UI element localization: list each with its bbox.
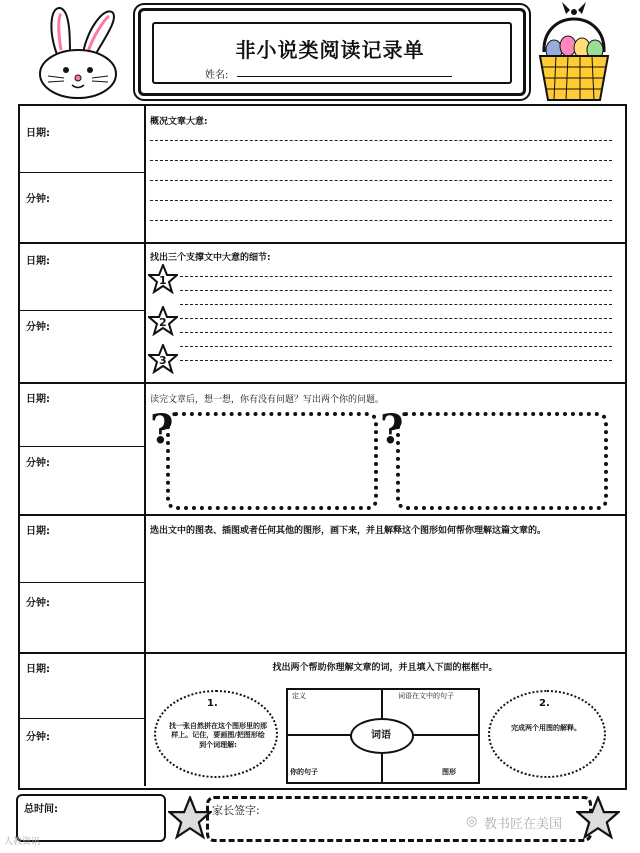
watermark-left: 人教资讯 [4,837,41,847]
row-divider [18,718,144,719]
star-icon [576,796,620,840]
star-number: 1 [159,274,167,287]
writing-line[interactable] [150,160,612,161]
writing-line[interactable] [180,276,612,277]
minutes-label: 分钟: [26,598,50,609]
total-time-label: 总时间: [24,804,58,815]
section5-prompt: 找出两个帮助你理解文章的词，并且填入下面的框框中。 [272,663,498,673]
word-oval-2-number: 2. [539,698,550,709]
question-box-1[interactable] [166,412,378,510]
section2-prompt: 找出三个支撑文中大意的细节: [150,253,271,263]
bunny-illustration [28,2,128,102]
section-divider [18,514,625,516]
date-label: 日期: [26,394,50,405]
name-input-line[interactable] [237,76,452,77]
question-box-2[interactable] [396,412,608,510]
section-divider [18,382,625,384]
minutes-label: 分钟: [26,732,50,743]
writing-line[interactable] [150,200,612,201]
word-oval-1-text: 找一张自然拼在这个图形里的那样上。记住，要画图/把图形绘到个词理解: [169,722,267,749]
question-mark-icon: ? [150,406,174,453]
date-label: 日期: [26,256,50,267]
date-label: 日期: [26,128,50,139]
minutes-label: 分钟: [26,194,50,205]
minutes-label: 分钟: [26,458,50,469]
parent-signature-label: 家长签字: [212,804,260,817]
frayer-your-sentence-label: 你的句子 [290,768,318,776]
writing-line[interactable] [180,318,612,319]
row-divider [18,582,144,583]
minutes-label: 分钟: [26,322,50,333]
section-divider [18,242,625,244]
row-divider [18,310,144,311]
writing-line[interactable] [150,180,612,181]
page-title: 非小说类阅读记录单 [235,38,425,62]
writing-line[interactable] [150,220,612,221]
writing-line[interactable] [180,290,612,291]
section-divider [18,652,625,654]
wechat-icon: ◎ [466,814,478,829]
date-label: 日期: [26,526,50,537]
word-oval-1-number: 1. [207,698,218,709]
writing-line[interactable] [180,332,612,333]
name-label: 姓名: [205,70,229,81]
frayer-definition-label: 定义 [292,692,306,700]
column-divider [144,104,146,786]
section3-prompt: 读完文章后，想一想，你有没有问题？写出两个你的问题。 [150,395,385,405]
frayer-sentence-in-text-label: 词语在文中的句子 [398,692,454,700]
watermark: 教书匠在美国 [484,817,563,832]
section4-prompt: 选出文中的图表、插图或者任何其他的图形，画下来，并且解释这个图形如何帮你理解这篇文章的。 [150,526,547,536]
frayer-picture-label: 图形 [442,768,456,776]
row-divider [18,446,144,447]
date-label: 日期: [26,664,50,675]
frayer-center-word: 词语 [371,730,391,741]
writing-line[interactable] [180,360,612,361]
writing-line[interactable] [180,346,612,347]
word-oval-2-text: 完成两个用图的解释。 [511,724,581,732]
star-number: 2 [159,316,167,329]
drawing-area[interactable] [150,560,615,646]
row-divider [18,172,144,173]
writing-line[interactable] [180,304,612,305]
section1-prompt: 概况文章大意: [150,117,208,127]
question-mark-icon: ? [380,406,404,453]
writing-line[interactable] [150,140,612,141]
easter-basket-illustration [532,0,616,104]
star-number: 3 [159,354,167,367]
